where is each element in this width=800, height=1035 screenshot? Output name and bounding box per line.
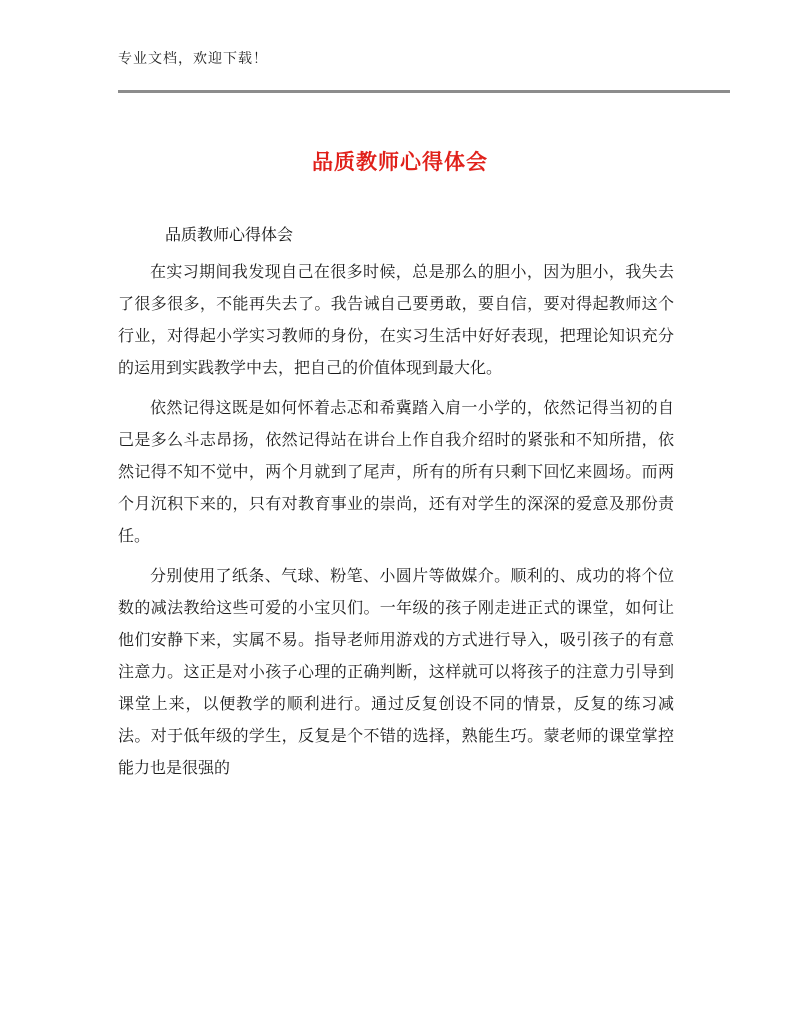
document-title: 品质教师心得体会 xyxy=(312,150,488,174)
paragraph: 依然记得这既是如何怀着忐忑和希冀踏入肩一小学的，依然记得当初的自己是多么斗志昂扬，依然记得站在讲台上作自我介绍时的紧张和不知所措，依然记得不知不觉中，两个月就到了尾声，所有的所有只剩下回忆来圆场。而两个月沉积下来的，只有对教育事业的崇尚，还有对学生的深深的爱意及那份责任。 xyxy=(118,398,674,545)
document-subtitle: 品质教师心得体会 xyxy=(165,225,294,244)
document-body xyxy=(118,256,674,792)
header-text: 专业文档，欢迎下载！ xyxy=(118,51,268,67)
header-divider xyxy=(118,90,730,93)
paragraph: 在实习期间我发现自己在很多时候，总是那么的胆小，因为胆小，我失去了很多很多，不能再失去了。我告诫自己要勇敢，要自信，要对得起教师这个行业，对得起小学实习教师的身份，在实习生活中好好表现，把理论知识充分的运用到实践教学中去，把自己的价值体现到最大化。 xyxy=(118,262,674,377)
paragraph: 分别使用了纸条、气球、粉笔、小圆片等做媒介。顺利的、成功的将个位数的减法教给这些可爱的小宝贝们。一年级的孩子刚走进正式的课堂，如何让他们安静下来，实属不易。指导老师用游戏的方式进行导入，吸引孩子的有意注意力。这正是对小孩子心理的正确判断，这样就可以将孩子的注意力引导到课堂上来，以便教学的顺利进行。通过反复创设不同的情景，反复的练习减法。对于低年级的学生，反复是个不错的选择，熟能生巧。蒙老师的课堂掌控能力也是很强的 xyxy=(118,566,674,777)
